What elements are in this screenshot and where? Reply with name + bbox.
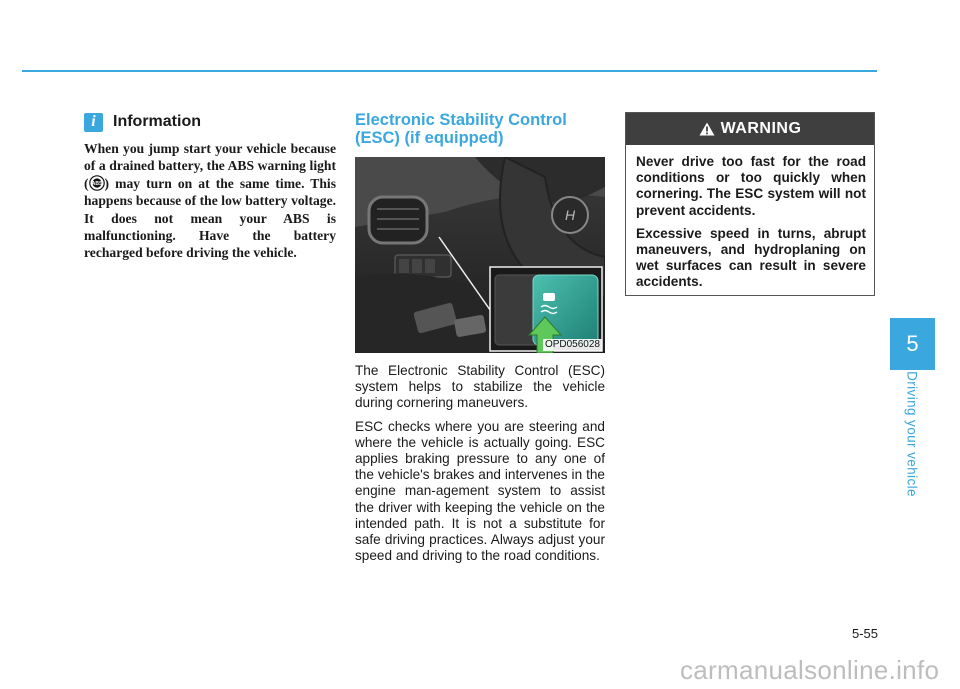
esc-paragraph: The Electronic Stability Control (ESC) system helps to stabilize the vehicle during cornering maneuvers. [355,363,605,411]
chapter-title: Driving your vehicle [904,371,920,497]
info-icon: i [84,113,103,132]
esc-title [355,112,605,147]
warning-paragraph: Excessive speed in turns, abrupt maneuvers, and hydroplaning on wet surfaces can result in severe accidents. [636,225,866,290]
information-body [84,140,336,262]
warning-body [626,145,874,291]
figure-code: OPD056028 [544,339,600,350]
warning-label: WARNING [720,120,802,137]
warning-triangle-icon [699,122,715,136]
esc-title-line1: Electronic Stability Control [355,111,567,129]
page-number: 5-55 [851,626,878,641]
warning-box [625,112,875,296]
esc-title-line2: (ESC) (if equipped) [355,128,504,147]
information-header [84,110,336,134]
information-text-end: ) may turn on at the same time. This happens because of the low battery voltage. It does not mean your ABS is malfunctioning. Have the battery recharged before driving the vehicle. [84,175,336,261]
chapter-tab[interactable]: 5 [890,318,935,370]
watermark: carmanualsonline.info [680,655,940,685]
svg-text:ABS: ABS [91,180,102,187]
warning-header [626,113,874,145]
warning-paragraph: Never drive too fast for the road conditions or too quickly when cornering. The ESC system will not prevent accidents. [636,154,866,218]
esc-button-figure [355,157,605,353]
esc-section [355,112,605,564]
esc-paragraph: ESC checks where you are steering and where the vehicle is actually going. ESC applies braking pressure to any one of the vehicle's brakes and intervenes in the engine man-agement system to assist the driver with keeping the vehicle on the intended path. It is not a substitute for safe driving practices. Always adjust your speed and driving to the road conditions. [355,418,605,564]
abs-warning-icon [89,175,105,191]
information-note [84,110,336,262]
svg-text:H: H [564,207,576,223]
dashboard-illustration [355,157,605,353]
top-rule [22,70,877,72]
information-text-start: When you jump start your vehicle because of a drained battery, the ABS warning light ( [84,141,336,191]
information-title: Information [113,113,201,130]
